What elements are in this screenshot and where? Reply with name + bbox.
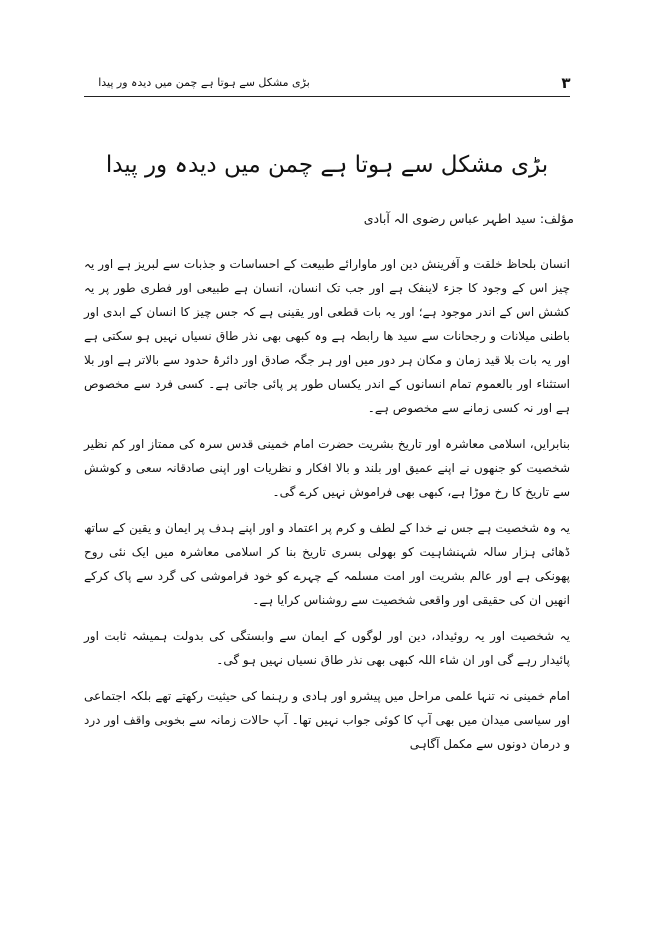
paragraph-3: یہ وہ شخصیت ہے جس نے خدا کے لطف و کرم پر اعتماد و اور اپنے ہدف پر ایمان و یقین کے ساتھ ڈھائی ہزار سالہ شہنشاہیت کو بھولی بسری تاریخ بنا کر اسلامی معاشرہ میں ایک نئی روح پھونکی ہے اور عالم بشریت اور امت مسلمہ کے چہرے کو خود فراموشی کی گرد سے پاک کرکے انھیں ان کی حقیقی اور واقعی شخصیت سے روشناس کرایا ہے۔ [84, 521, 570, 607]
article-body [84, 252, 570, 768]
article-title: بڑی مشکل سے ہوتا ہے چمن میں دیدہ ور پیدا [105, 152, 549, 178]
paragraph-1: انسان بلحاظ خلقت و آفرینش دین اور ماوارائے طبیعت کے احساسات و جذبات سے لبریز ہے اور یہ چیز اس کے وجود کا جزء لاینفک ہے اور جب تک انسان، انسان ہے طبیعی اور فطری طور پر یہ کشش اس کے اندر موجود ہے؛ اور یہ بات قطعی اور یقینی ہے کہ جس چیز کا انسان کے ابدی اور باطنی میلانات و رجحانات سے سید ھا رابطہ ہے وہ کبھی بھی نذر طاق نسیاں نہیں ہو سکتی ہے اور یہ بات بلا قید زمان و مکان ہر دور میں اور ہر جگہ صادق اور دائرۂ حدود سے بالاتر ہے اور بلا استثناء اور بالعموم تمام انسانوں کے اندر یکساں طور پر پائی جاتی ہے۔ کسی فرد سے مخصوص ہے اور نہ کسی زمانے سے مخصوص ہے۔ [84, 257, 570, 415]
page-number: ۳ [561, 74, 571, 92]
paragraph-4: یہ شخصیت اور یہ روئیداد، دین اور لوگوں کے ایمان سے وابستگی کی بدولت ہمیشہ ثابت اور پائیدار رہے گی اور ان شاء اللہ کبھی بھی نذر طاق نسیاں نہیں ہو گی۔ [84, 629, 570, 667]
paragraph-2: بنابرایں، اسلامی معاشرہ اور تاریخ بشریت حضرت امام خمینی قدس سرہ کی ممتاز اور کم نظیر شخصیت کو جنھوں نے اپنے عمیق اور بلند و بالا افکار و نظریات اور اپنی صادقانہ سعی و کوشش سے تاریخ کا رخ موڑا ہے، کبھی بھی فراموش نہیں کرے گی۔ [84, 437, 570, 499]
running-header [84, 64, 570, 98]
author-byline: مؤلف: سید اطہر عباس رضوی الہ آبادی [363, 211, 574, 226]
paragraph-5: امام خمینی نہ تنہا علمی مراحل میں پیشرو اور ہادی و رہنما کی حیثیت رکھتے تھے بلکہ اجتماعی اور سیاسی میدان میں بھی آپ کا کوئی جواب نہیں تھا۔ آپ حالات زمانہ سے بخوبی واقف اور درد و درمان دونوں سے مکمل آگاہی [84, 689, 570, 751]
header-divider [84, 96, 570, 97]
running-title: بڑی مشکل سے ہوتا ہے چمن میں دیدہ ور پیدا [98, 76, 310, 89]
